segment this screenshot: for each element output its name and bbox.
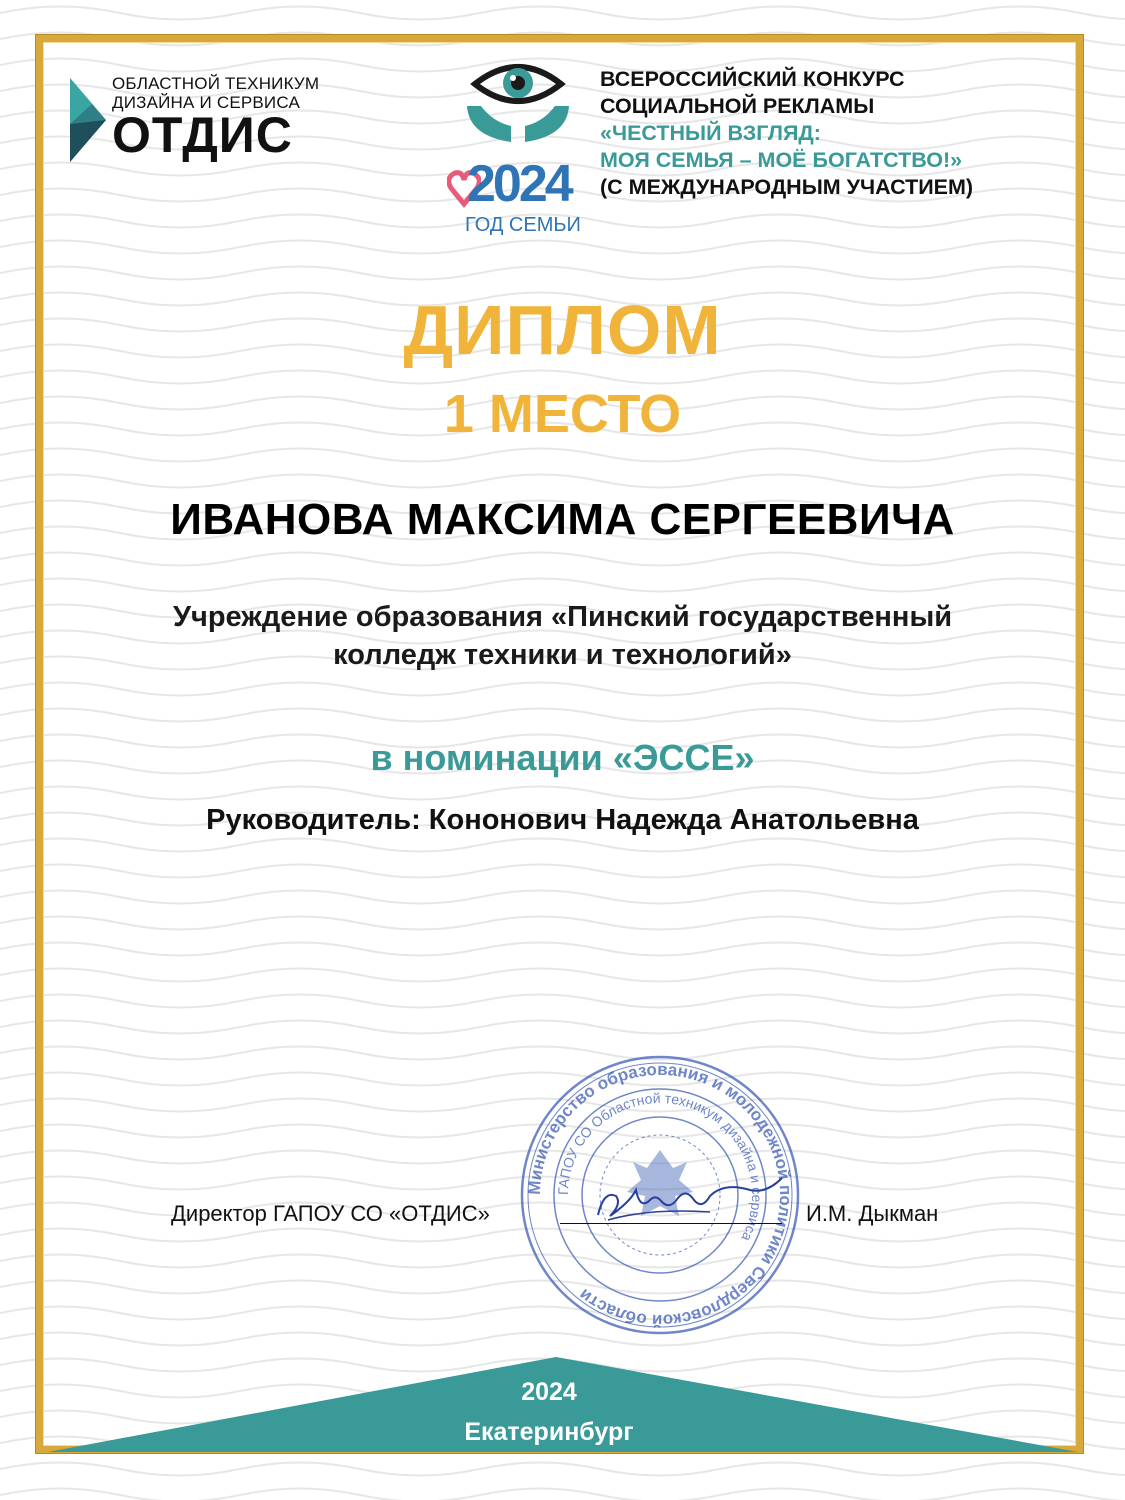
contest-title bbox=[600, 66, 973, 201]
eye-hands-icon bbox=[463, 56, 573, 151]
year-of-family-logo bbox=[447, 155, 581, 243]
institution-line1: Учреждение образования «Пинский государственный bbox=[172, 601, 953, 633]
footer-year: 2024 bbox=[521, 1378, 577, 1406]
otdis-name: ОТДИС bbox=[112, 107, 293, 163]
year-caption: ГОД СЕМЬИ bbox=[465, 214, 581, 236]
otdis-line1: ОБЛАСТНОЙ ТЕХНИКУМ bbox=[112, 74, 320, 93]
place-title: 1 МЕСТО bbox=[443, 384, 682, 444]
recipient-name: ИВАНОВА МАКСИМА СЕРГЕЕВИЧА bbox=[170, 495, 955, 544]
otdis-line2: ДИЗАЙНА И СЕРВИСА bbox=[112, 93, 300, 112]
stamp-outer-text: Министерство образования и молодежной политики Свердловской области bbox=[524, 1059, 796, 1331]
contest-line3: «ЧЕСТНЫЙ ВЗГЛЯД: bbox=[600, 121, 821, 145]
director-name: И.М. Дыкман bbox=[806, 1201, 939, 1226]
diploma-title: ДИПЛОМ bbox=[403, 291, 722, 369]
contest-line1: ВСЕРОССИЙСКИЙ КОНКУРС bbox=[600, 67, 905, 91]
institution-line2: колледж техники и технологий» bbox=[333, 639, 792, 671]
otdis-arrow-icon bbox=[68, 74, 112, 169]
year-number: 2024 bbox=[467, 155, 571, 213]
nomination: в номинации «ЭССЕ» bbox=[370, 737, 755, 778]
contest-line4: МОЯ СЕМЬЯ – МОЁ БОГАТСТВО!» bbox=[600, 148, 963, 172]
footer-city: Екатеринбург bbox=[464, 1418, 634, 1446]
stamp-inner-text: ГАПОУ СО Областной техникум дизайна и сервиса bbox=[554, 1089, 766, 1244]
institution bbox=[0, 598, 1125, 674]
contest-line2: СОЦИАЛЬНОЙ РЕКЛАМЫ bbox=[600, 94, 875, 118]
otdis-logo bbox=[68, 74, 318, 169]
supervisor: Руководитель: Кононович Надежда Анатольевна bbox=[206, 804, 919, 836]
director-title: Директор ГАПОУ СО «ОТДИС» bbox=[171, 1201, 490, 1226]
handwritten-signature bbox=[590, 1160, 790, 1240]
contest-line5: (С МЕЖДУНАРОДНЫМ УЧАСТИЕМ) bbox=[600, 175, 974, 199]
